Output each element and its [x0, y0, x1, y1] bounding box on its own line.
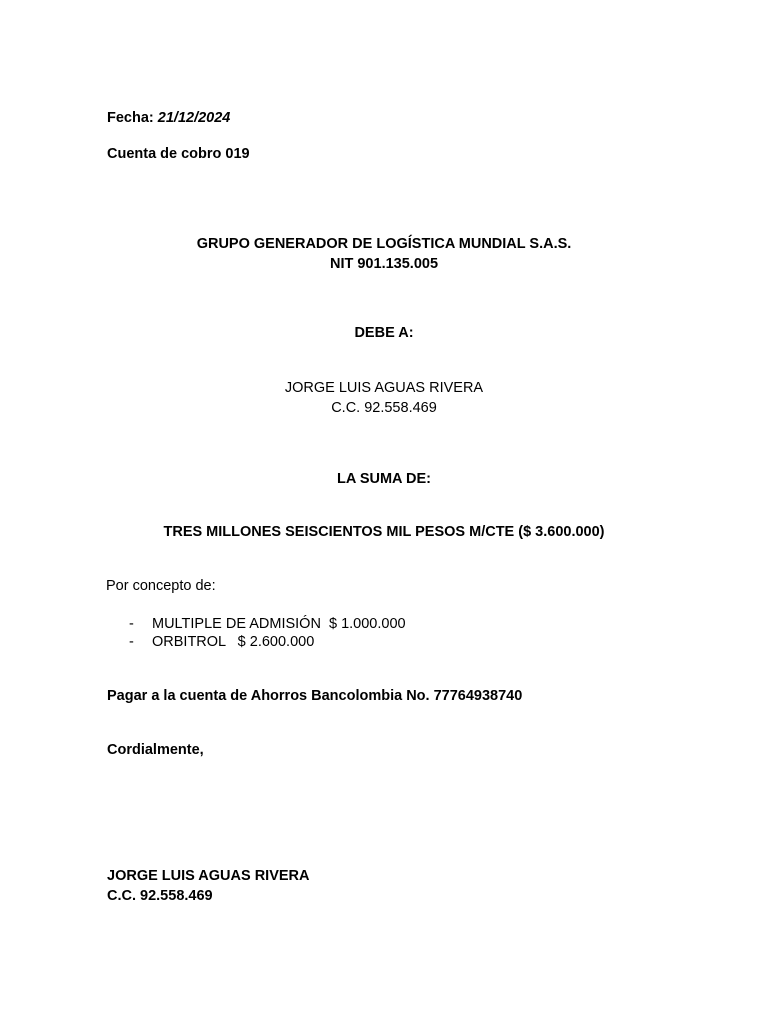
- debtor-block: [0, 234, 768, 274]
- creditor-name: JORGE LUIS AGUAS RIVERA: [284, 380, 484, 396]
- list-item-text: ORBITROL $ 2.600.000: [152, 634, 315, 650]
- payment-instructions: Pagar a la cuenta de Ahorros Bancolombia No. 77764938740: [107, 688, 523, 704]
- date-label: Fecha:: [107, 110, 154, 126]
- debtor-nit: NIT 901.135.005: [329, 256, 439, 272]
- signature-cc: C.C. 92.558.469: [107, 888, 213, 904]
- closing: Cordialmente,: [107, 742, 204, 758]
- concepto-label: Por concepto de:: [106, 578, 216, 594]
- list-item-text: MULTIPLE DE ADMISIÓN $ 1.000.000: [152, 616, 406, 632]
- creditor-block: [0, 378, 768, 418]
- signature-name: JORGE LUIS AGUAS RIVERA: [107, 868, 310, 884]
- creditor-cc: C.C. 92.558.469: [331, 400, 437, 416]
- signature-block: [107, 866, 310, 906]
- list-bullet: -: [129, 616, 134, 632]
- debtor-name: GRUPO GENERADOR DE LOGÍSTICA MUNDIAL S.A.S.: [196, 236, 572, 252]
- invoice-number: Cuenta de cobro 019: [107, 146, 250, 162]
- amount-in-words: TRES MILLONES SEISCIENTOS MIL PESOS M/CTE ($ 3.600.000): [163, 524, 605, 540]
- suma-heading: LA SUMA DE:: [337, 471, 431, 487]
- list-bullet: -: [129, 634, 134, 650]
- debe-a-heading: DEBE A:: [354, 325, 414, 341]
- date-line: [107, 110, 230, 126]
- date-value: 21/12/2024: [157, 110, 231, 126]
